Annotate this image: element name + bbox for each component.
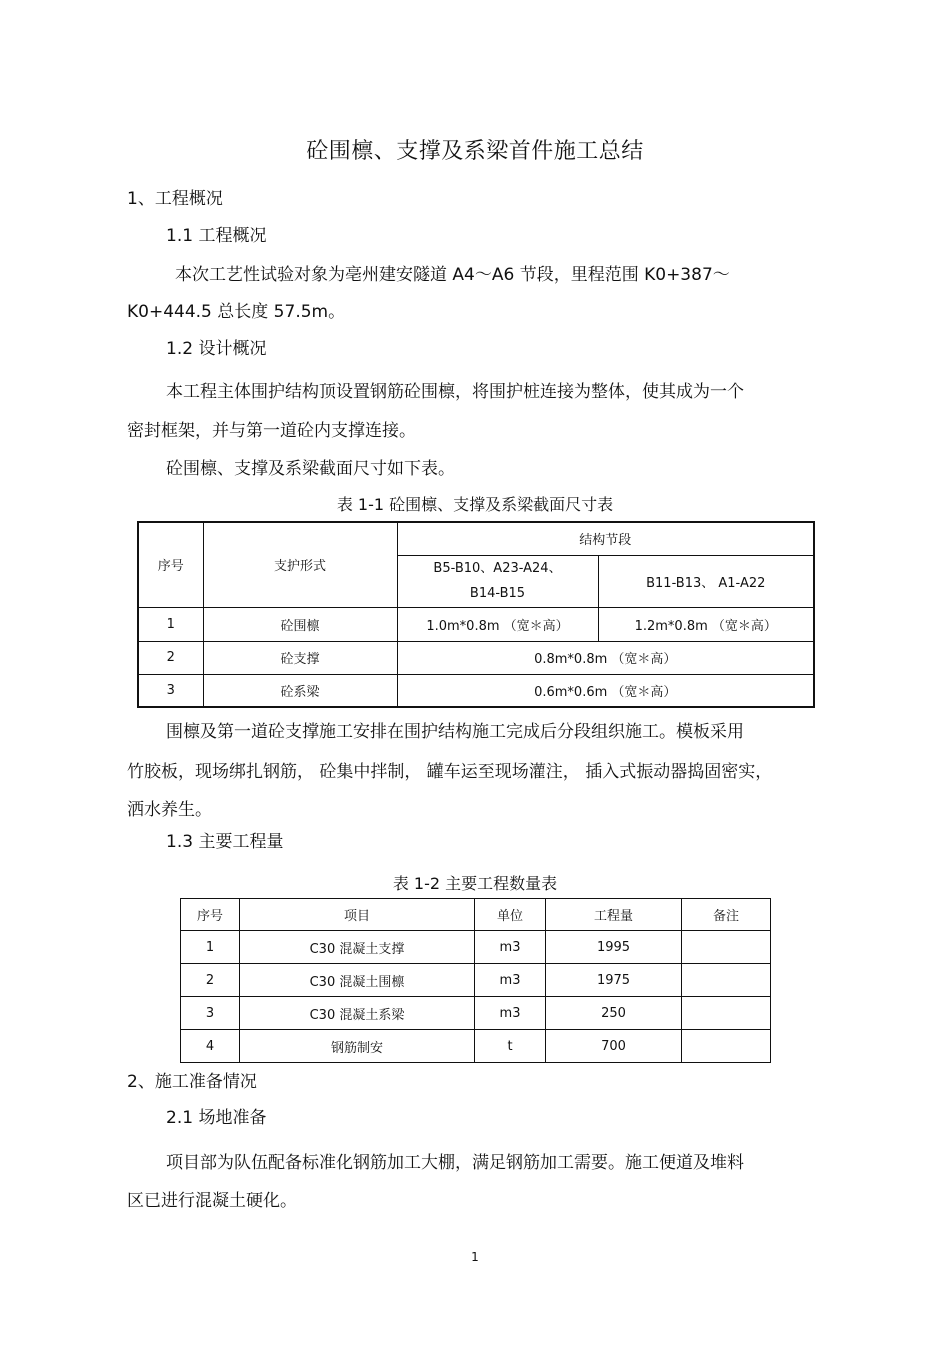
subsection-heading: 1.3 主要工程量	[166, 832, 284, 852]
table-row	[181, 997, 771, 1030]
table-cell: m3	[475, 931, 546, 964]
table-row	[181, 964, 771, 997]
paragraph-line: 围檩及第一道砼支撑施工安排在围护结构施工完成后分段组织施工。模板采用	[166, 722, 744, 742]
subsection-heading: 2.1 场地准备	[166, 1108, 267, 1128]
document-title: 砼围檩、支撑及系梁首件施工总结	[306, 139, 644, 164]
table-header-row	[181, 899, 771, 931]
table-cell: 250	[546, 997, 682, 1030]
subsection-heading: 1.1 工程概况	[166, 226, 267, 246]
paragraph-line: 本工程主体围护结构顶设置钢筋砼围檩，将围护桩连接为整体，使其成为一个	[166, 382, 744, 402]
page-number: 1	[471, 1250, 479, 1264]
table-cell: 3	[181, 997, 240, 1030]
table-row	[138, 607, 814, 641]
header-cell: 序号	[181, 899, 240, 931]
table-cell: 0.8m*0.8m （宽＊高）	[397, 641, 814, 674]
paragraph-line: 竹胶板，现场绑扎钢筋， 砼集中拌制， 罐车运至现场灌注， 插入式振动器捣固密实，	[127, 762, 773, 782]
header-cell: 序号	[138, 522, 203, 607]
table-cell: 3	[138, 674, 203, 707]
table-cell: 钢筋制安	[240, 1030, 475, 1063]
table-cell: 1.2m*0.8m （宽＊高）	[598, 607, 814, 641]
table-row	[181, 931, 771, 964]
header-cell: 结构节段	[397, 522, 814, 555]
table-row	[138, 674, 814, 707]
table-cell: t	[475, 1030, 546, 1063]
table-cell: 砼系梁	[203, 674, 397, 707]
table-cell	[682, 997, 771, 1030]
paragraph-line: 砼围檩、支撑及系梁截面尺寸如下表。	[166, 459, 455, 479]
table-cell: C30 混凝土围檩	[240, 964, 475, 997]
table-cell: 1975	[546, 964, 682, 997]
header-cell: 备注	[682, 899, 771, 931]
subsection-heading: 1.2 设计概况	[166, 339, 267, 359]
paragraph-line: K0+444.5 总长度 57.5m。	[127, 302, 346, 322]
header-cell: B11-B13、 A1-A22	[598, 555, 814, 607]
table-caption: 表 1-1 砼围檩、支撑及系梁截面尺寸表	[336, 495, 614, 514]
quantity-table	[180, 898, 771, 1063]
header-cell	[397, 555, 598, 607]
table-cell: 700	[546, 1030, 682, 1063]
table-cell: 2	[181, 964, 240, 997]
table-cell: 砼围檩	[203, 607, 397, 641]
table-cell: 砼支撑	[203, 641, 397, 674]
table-cell: C30 混凝土系梁	[240, 997, 475, 1030]
table-cell: C30 混凝土支撑	[240, 931, 475, 964]
paragraph-line: 区已进行混凝土硬化。	[127, 1191, 297, 1211]
table-caption: 表 1-2 主要工程数量表	[392, 874, 558, 893]
header-cell: 项目	[240, 899, 475, 931]
table-cell: 4	[181, 1030, 240, 1063]
table-cell: m3	[475, 997, 546, 1030]
paragraph-line: 项目部为队伍配备标准化钢筋加工大棚，满足钢筋加工需要。施工便道及堆料	[166, 1153, 744, 1173]
table-cell: 1.0m*0.8m （宽＊高）	[397, 607, 598, 641]
table-cell: m3	[475, 964, 546, 997]
table-row	[138, 641, 814, 674]
section-heading: 2、施工准备情况	[127, 1072, 257, 1092]
table-cell	[682, 964, 771, 997]
section-heading: 1、工程概况	[127, 189, 223, 209]
table-row	[181, 1030, 771, 1063]
header-cell: 支护形式	[203, 522, 397, 607]
header-line: B14-B15	[469, 586, 526, 601]
paragraph-line: 本次工艺性试验对象为亳州建安隧道 A4～A6 节段，里程范围 K0+387～	[175, 265, 730, 285]
paragraph-line: 密封框架，并与第一道砼内支撑连接。	[127, 421, 416, 441]
table-cell: 1	[138, 607, 203, 641]
paragraph-line: 洒水养生。	[127, 800, 212, 820]
table-cell: 1995	[546, 931, 682, 964]
table-cell: 2	[138, 641, 203, 674]
table-cell	[682, 931, 771, 964]
table-cell	[682, 1030, 771, 1063]
table-cell: 1	[181, 931, 240, 964]
section-size-table	[137, 521, 815, 708]
header-cell: 单位	[475, 899, 546, 931]
table-cell: 0.6m*0.6m （宽＊高）	[397, 674, 814, 707]
header-line: B5-B10、A23-A24、	[433, 561, 562, 576]
header-cell: 工程量	[546, 899, 682, 931]
